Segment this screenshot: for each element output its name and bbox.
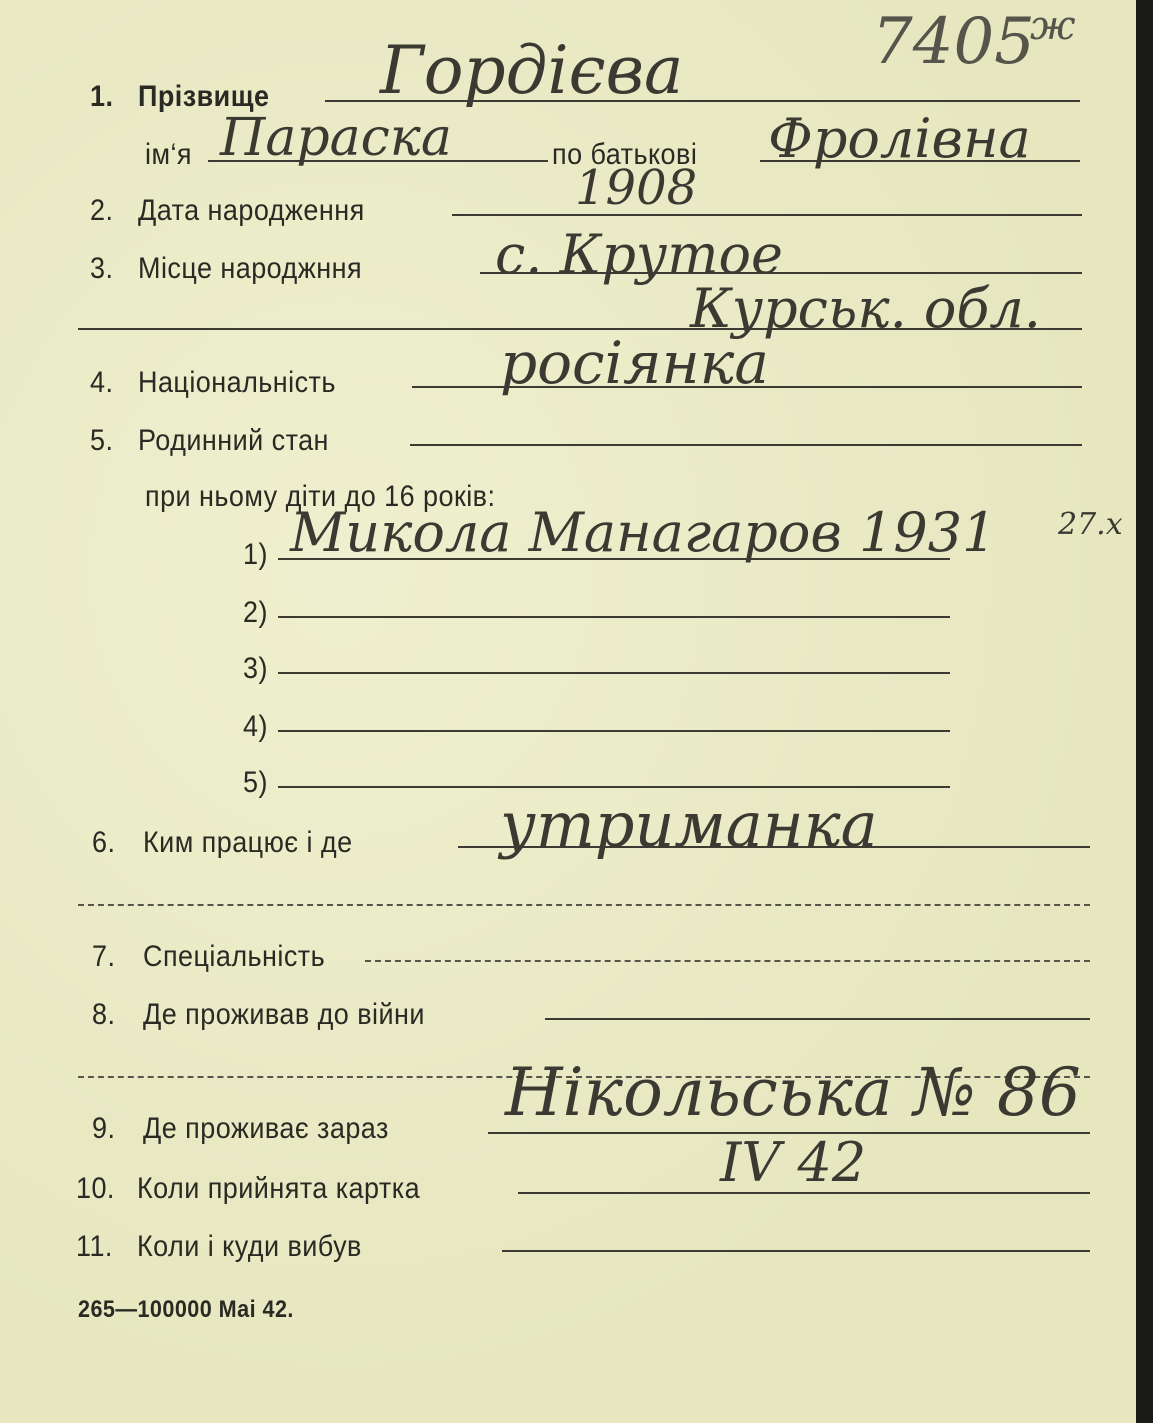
birth-date-line bbox=[452, 214, 1082, 216]
print-mark: 265—100000 Mai 42. bbox=[78, 1296, 294, 1323]
marital-status-line bbox=[410, 444, 1082, 446]
nationality-label: Національність bbox=[138, 366, 336, 399]
child-value-1: Микола Манагаров 1931 bbox=[290, 501, 997, 564]
field-number-2: 2. bbox=[90, 194, 114, 227]
field-number-8: 8. bbox=[92, 998, 116, 1031]
child-number-1: 1) bbox=[243, 538, 268, 571]
current-residence-value: Нікольська № 86 bbox=[505, 1054, 1081, 1131]
specialty-line bbox=[365, 960, 1090, 962]
registration-number: 7405 bbox=[872, 5, 1035, 79]
field-number-1: 1. bbox=[90, 80, 114, 113]
departure-line bbox=[502, 1250, 1090, 1252]
specialty-label: Спеціальність bbox=[143, 940, 326, 973]
current-residence-label: Де проживає зараз bbox=[143, 1112, 389, 1145]
patronymic-value: Фролівна bbox=[768, 107, 1031, 170]
field-number-6: 6. bbox=[92, 826, 116, 859]
child-number-2: 2) bbox=[243, 596, 268, 629]
nationality-value: росіянка bbox=[500, 329, 769, 397]
occupation-line2 bbox=[78, 904, 1090, 906]
birth-place-label: Місце народжння bbox=[138, 252, 363, 285]
name-label: ім‘я bbox=[145, 138, 192, 171]
occupation-label: Ким працює і де bbox=[143, 826, 353, 859]
card-accepted-label: Коли прийнята картка bbox=[137, 1172, 421, 1205]
child-number-5: 5) bbox=[243, 766, 268, 799]
departure-label: Коли і куди вибув bbox=[137, 1230, 362, 1263]
child-line-4 bbox=[278, 730, 950, 732]
field-number-4: 4. bbox=[90, 366, 114, 399]
surname-label: Прізвище bbox=[138, 80, 270, 113]
registration-suffix: ж bbox=[1030, 3, 1076, 49]
surname-value: Гордієва bbox=[380, 32, 684, 109]
field-number-3: 3. bbox=[90, 252, 114, 285]
field-number-5: 5. bbox=[90, 424, 114, 457]
birth-date-value: 1908 bbox=[575, 160, 698, 216]
child-number-4: 4) bbox=[243, 710, 268, 743]
occupation-value: утриманка bbox=[500, 788, 878, 861]
field-number-11: 11. bbox=[76, 1230, 113, 1263]
child-line-3 bbox=[278, 672, 950, 674]
prewar-residence-line bbox=[545, 1018, 1090, 1020]
field-number-9: 9. bbox=[92, 1112, 116, 1145]
field-number-10: 10. bbox=[76, 1172, 115, 1205]
marital-status-label: Родинний стан bbox=[138, 424, 329, 457]
field-number-7: 7. bbox=[92, 940, 116, 973]
patronymic-label: по батькові bbox=[552, 138, 698, 171]
children-label: при ньому діти до 16 років: bbox=[145, 480, 496, 513]
name-value: Параска bbox=[220, 108, 452, 168]
birth-date-label: Дата народження bbox=[138, 194, 365, 227]
card-accepted-value: IV 42 bbox=[720, 1131, 867, 1194]
prewar-residence-label: Де проживав до війни bbox=[143, 998, 425, 1031]
child-number-3: 3) bbox=[243, 652, 268, 685]
child-line-2 bbox=[278, 616, 950, 618]
birth-place-value-line1: с. Крутое bbox=[495, 223, 783, 286]
birth-place-value-line2: Курськ. обл. bbox=[690, 277, 1041, 340]
child-note-1: 27.х bbox=[1058, 507, 1123, 542]
